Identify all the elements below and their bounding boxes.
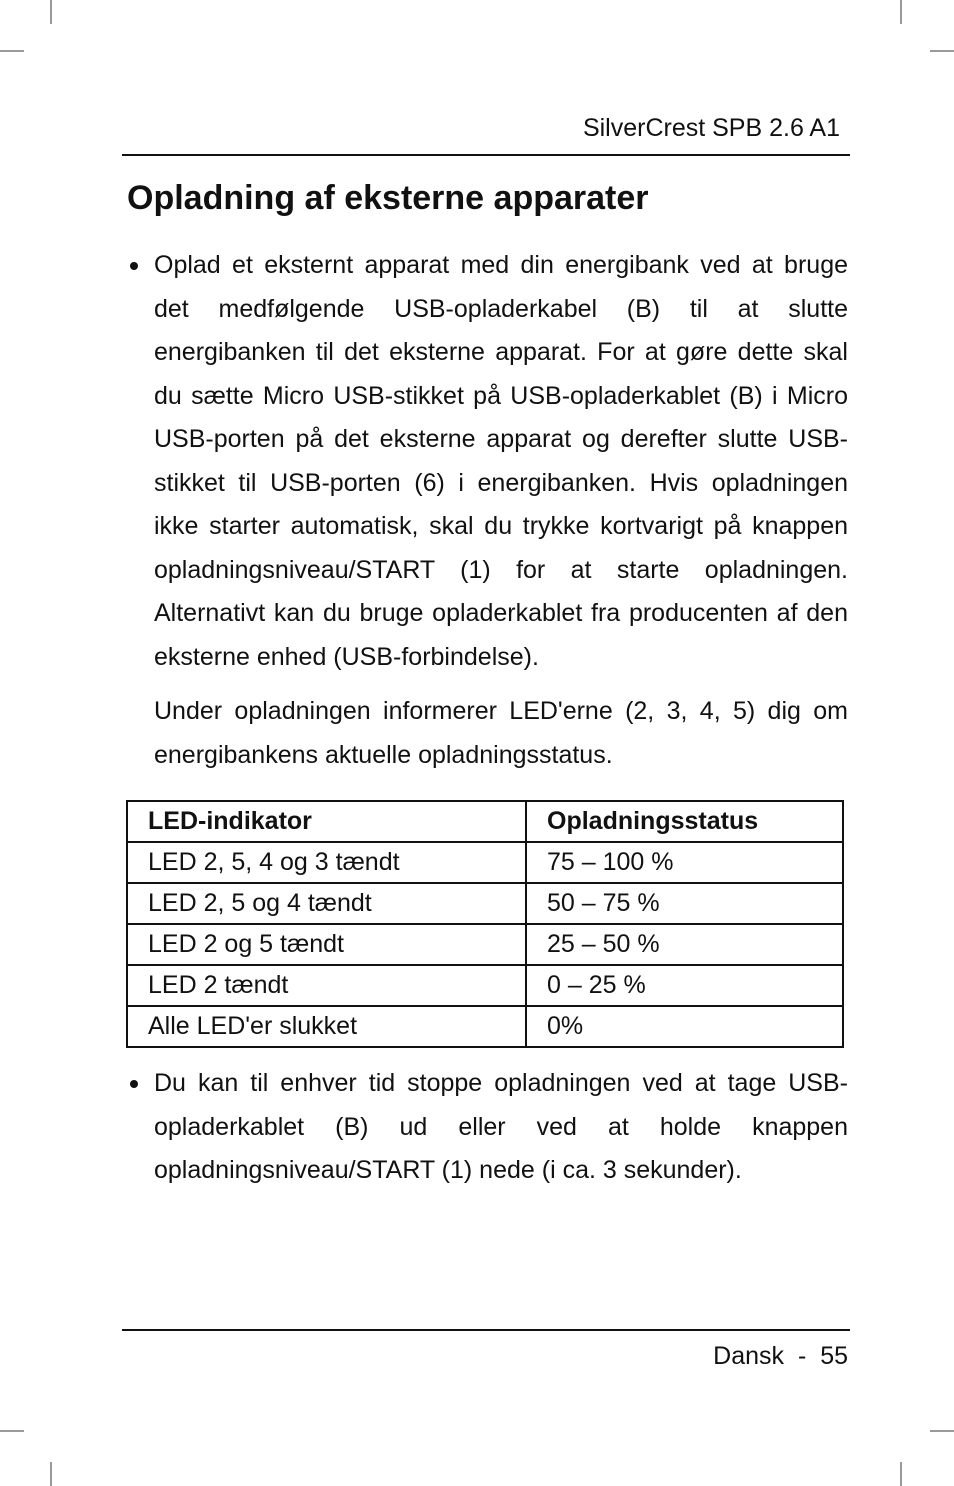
crop-mark [900, 0, 902, 24]
crop-mark [0, 1430, 24, 1432]
paragraph-block [127, 690, 848, 777]
footer-language: Dansk [713, 1342, 785, 1370]
page-footer [713, 1340, 848, 1372]
table-row [127, 842, 843, 883]
table-cell: 25 – 50 % [526, 924, 843, 965]
table-header-row [127, 801, 843, 842]
page-number: 55 [820, 1342, 848, 1370]
crop-mark [50, 0, 52, 24]
table-cell: 50 – 75 % [526, 883, 843, 924]
column-header: LED-indikator [127, 801, 526, 842]
bullet-item-1 [127, 244, 848, 679]
table-row [127, 965, 843, 1006]
bullet-text: Oplad et eksternt apparat med din energibank ved at bruge det medfølgende USB-opladerkabel (B) til at slutte energibanken til det eksterne apparat. For at gøre dette skal du sætte Micro USB-stikket på USB-opladerkablet (B) i Micro USB-porten på det eksterne apparat og derefter slutte USB-stikket til USB-porten (6) i energibanken. Hvis opladningen ikke starter automatisk, skal du trykke kortvarigt på knappen opladningsniveau/START (1) for at starte opladningen. Alternativt kan du bruge opladerkablet fra producenten af den eksterne enhed (USB-forbindelse). [154, 251, 848, 671]
crop-mark [930, 50, 954, 52]
table-row [127, 924, 843, 965]
crop-mark [900, 1462, 902, 1486]
bullet-text: Du kan til enhver tid stoppe opladningen ved at tage USB-opladerkablet (B) ud eller ved at holde knappen opladningsniveau/START (1) nede (i ca. 3 sekunder). [154, 1069, 848, 1184]
table-cell: 0 – 25 % [526, 965, 843, 1006]
crop-mark [930, 1430, 954, 1432]
bullet-icon [130, 1080, 138, 1088]
crop-mark [50, 1462, 52, 1486]
crop-mark [0, 50, 24, 52]
header-product-name: SilverCrest SPB 2.6 A1 [582, 114, 840, 142]
table-cell: LED 2, 5, 4 og 3 tændt [127, 842, 526, 883]
table-cell: LED 2 og 5 tændt [127, 924, 526, 965]
bullet-icon [130, 262, 138, 270]
header-rule [122, 154, 850, 156]
paragraph-text: Under opladningen informerer LED'erne (2, 3, 4, 5) dig om energibankens aktuelle opladningsstatus. [154, 697, 848, 769]
footer-separator: - [797, 1342, 807, 1370]
footer-rule [122, 1329, 850, 1331]
table-cell: Alle LED'er slukket [127, 1006, 526, 1047]
table-row [127, 1006, 843, 1047]
column-header: Opladningsstatus [526, 801, 843, 842]
table-cell: LED 2, 5 og 4 tændt [127, 883, 526, 924]
table-cell: LED 2 tændt [127, 965, 526, 1006]
table-cell: 0% [526, 1006, 843, 1047]
page-title: Opladning af eksterne apparater [127, 179, 649, 217]
table-cell: 75 – 100 % [526, 842, 843, 883]
led-status-table [126, 800, 844, 1048]
bullet-item-2 [127, 1062, 848, 1193]
table-row [127, 883, 843, 924]
